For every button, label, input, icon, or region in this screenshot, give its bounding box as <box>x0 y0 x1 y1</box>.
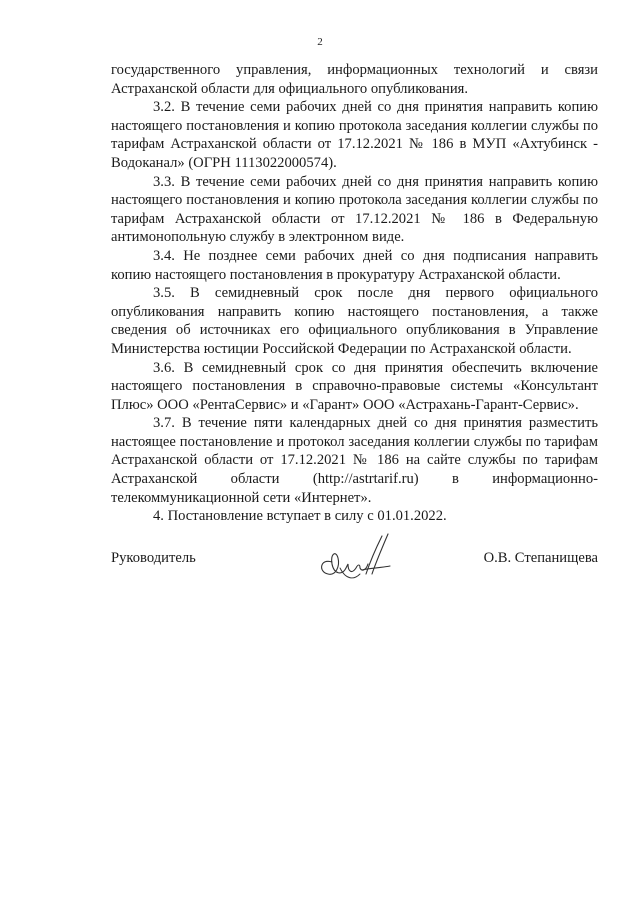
paragraph-3-5: 3.5. В семидневный срок после дня первого официального опубликования направить копию настоящего постановления, а также сведения об источниках его официального опубликования в Управление Министерства юстиции Российской Федерации по Астраханской области. <box>111 285 598 357</box>
paragraph-4: 4. Постановление вступает в силу с 01.01.2022. <box>153 508 447 525</box>
paragraph-3-4: 3.4. Не позднее семи рабочих дней со дня подписания направить копию настоящего постановления в прокуратуру Астраханской области. <box>111 247 598 283</box>
handwritten-signature <box>310 528 400 588</box>
paragraph-3-7: 3.7. В течение пяти календарных дней со дня принятия разместить настоящее постановление и протокол заседания коллегии службы по тарифам Астраханской области от 17.12.2021 № 186 на сайте службы по тарифам Астраханской области (http://astrtarif.ru) в информационно-телекоммуникационной сети «Интернет». <box>111 415 598 506</box>
signatory-title: Руководитель <box>111 550 196 566</box>
signatory-name: О.В. Степанищева <box>483 550 598 566</box>
paragraph-3-3: 3.3. В течение семи рабочих дней со дня принятия направить копию настоящего постановления и копию протокола заседания коллегии службы по тарифам Астраханской области от 17.12.2021 № 186 в Федеральную антимонопольную службу в электронном виде. <box>111 173 598 246</box>
paragraph-continuation: государственного управления, информационных технологий и связи Астраханской области для официального опубликования. <box>111 62 598 97</box>
document-body <box>111 61 598 526</box>
page-number: 2 <box>317 36 323 48</box>
paragraph-3-2: 3.2. В течение семи рабочих дней со дня принятия направить копию настоящего постановления и копию протокола заседания коллегии службы по тарифам Астраханской области от 17.12.2021 № 186 в МУП «Ахтубинск - Водоканал» (ОГРН 1113022000574). <box>111 99 598 171</box>
paragraph-3-6: 3.6. В семидневный срок со дня принятия обеспечить включение настоящего постановления в справочно-правовые системы «Консультант Плюс» ООО «РентаСервис» и «Гарант» ООО «Астрахань-Гарант-Сервис». <box>111 359 598 413</box>
